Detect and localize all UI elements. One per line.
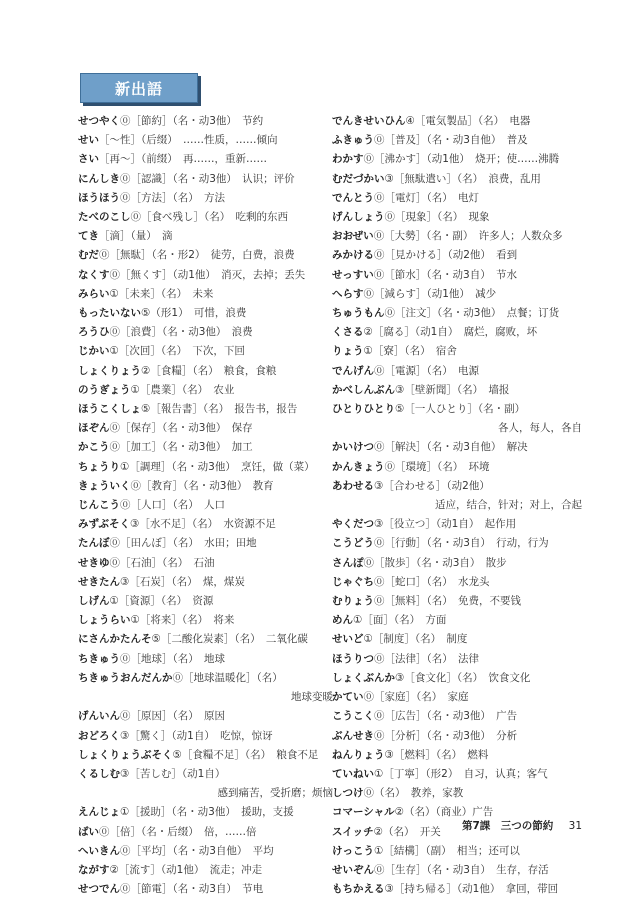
vocab-entry [332,573,582,592]
vocab-word: でんきせいひん [332,115,406,127]
vocab-word: コマーシャル [332,806,395,819]
vocab-entry [78,746,333,765]
vocab-entry [78,573,333,592]
vocab-detail: ⓪［普及］（名・动3自他） 普及 [374,134,528,147]
vocab-entry [78,842,333,861]
vocab-entry [332,285,582,304]
vocab-entry [78,189,333,208]
vocab-entry [78,669,333,688]
vocab-detail: ⓪［環境］（名） 环境 [384,460,490,473]
vocab-word: せつでん [78,883,120,896]
vocab-word: ひとりひとり [332,403,395,416]
vocab-detail: ⓪［現象］（名） 现象 [384,211,490,224]
vocab-entry [78,650,333,669]
vocab-detail: ⓪［地球温暖化］（名） [172,671,283,684]
vocab-word: けっこう [332,844,374,857]
vocab-entry [78,362,333,381]
vocab-entry [78,727,333,746]
vocab-detail: ［再～］（前缀） 再……，重新…… [99,153,267,166]
vocab-detail: ⓪［原因］（名） 原因 [120,710,225,723]
vocab-detail: ⓪［節水］（名・动3自） 节水 [373,268,517,281]
vocab-entry [332,400,582,419]
vocab-detail: ⓪（名） 教养，家教 [363,787,464,800]
vocab-detail: ⓪［法律］（名） 法律 [374,652,479,665]
vocab-entry [78,304,333,323]
vocab-detail: ②［腐る］（动1自） 腐烂，腐败，坏 [363,326,538,339]
vocab-column-right [332,112,582,899]
vocab-word: ほうこくしょ [78,403,141,416]
vocab-entry [332,630,582,649]
vocab-entry [332,650,582,669]
vocab-detail: ⓪［行動］（名・动3自） 行动，行为 [374,537,549,550]
vocab-entry [78,688,333,707]
vocab-word: しょくりょう [78,364,141,377]
vocab-word: むりょう [332,595,374,608]
vocab-entry [332,669,582,688]
vocab-detail: ⓪［人口］（名） 人口 [120,499,225,512]
vocab-word: さい [78,153,99,166]
vocab-word: こうどう [332,537,374,550]
vocab-word: ちゅうもん [332,307,385,320]
vocab-entry [332,246,582,265]
vocab-detail: ①［次回］（名） 下次，下回 [109,345,245,358]
vocab-entry [332,112,582,131]
vocab-word: おどろく [78,729,120,742]
vocab-detail: ⓪［沸かす］（动1他） 烧开；使……沸腾 [363,153,560,166]
vocab-entry [78,554,333,573]
vocab-entry [332,227,582,246]
vocab-detail: ⓪［電源］（名） 电源 [374,364,479,377]
vocab-entry [332,208,582,227]
vocab-entry [78,784,333,803]
vocab-entry [78,765,333,784]
section-title: 新出語 [114,79,163,98]
vocab-detail: ③［苦しむ］（动1自） [120,767,226,780]
vocab-word: しょうらい [78,614,131,627]
vocab-word: ろうひ [78,326,110,339]
vocab-word: めん [332,614,353,627]
vocab-word: げんいん [78,710,120,723]
vocab-entry [78,861,333,880]
vocab-detail: ［～性］（后缀） ……性质，……倾向 [99,134,278,147]
vocab-word: ながす [78,863,110,876]
vocab-detail: ①［将来］（名） 将来 [130,614,235,627]
vocab-detail: ⓪［蛇口］（名） 水龙头 [374,575,490,588]
vocab-detail: ③［石炭］（名） 煤，煤炭 [120,575,245,588]
vocab-entry [332,381,582,400]
vocab-word: みずぶそく [78,518,130,531]
vocab-column-left [78,112,333,899]
vocab-word: にんしき [78,172,120,185]
vocab-detail: ⓪［電灯］（名） 电灯 [374,191,479,204]
vocab-word: やくだつ [332,518,374,531]
vocab-detail: ⑤［一人ひとり］（名・副） [395,403,526,416]
vocab-entry [78,630,333,649]
vocab-word: むだ [78,249,99,262]
vocab-detail: ⓪［無くす］（动1他） 消灭，去掉；丢失 [109,268,306,281]
vocab-detail: ③［水不足］（名） 水资源不足 [129,518,276,531]
vocab-detail: ⓪［散歩］（名・动3自） 散步 [363,556,507,569]
vocab-entry [78,880,333,899]
vocab-detail: ⓪［節電］（名・动3自） 节电 [120,883,264,896]
page-number: 31 [568,820,583,832]
vocab-detail: ⓪［減らす］（动1他） 减少 [363,287,497,300]
vocab-detail: ⓪［教育］（名・动3他） 教育 [130,479,274,492]
vocab-entry [332,131,582,150]
vocab-entry [332,727,582,746]
vocab-detail: ②（名） 开关 [373,825,441,838]
vocab-detail: ⑤［報告書］（名） 报告书，报告 [141,403,298,416]
vocab-detail: ⓪［生存］（名・动3自） 生存，存活 [374,863,549,876]
vocab-word: かいけつ [332,441,374,454]
vocab-word: さんぽ [332,556,364,569]
vocab-entry [332,362,582,381]
vocab-entry [78,592,333,611]
vocab-detail: ①［援助］（名・动3他） 援助，支援 [120,806,294,819]
vocab-entry [78,227,333,246]
vocab-entry [332,611,582,630]
vocab-detail: ①［制度］（名） 制度 [363,633,468,646]
vocab-entry [332,438,582,457]
vocab-word: てき [78,230,99,243]
vocab-word: へらす [332,287,364,300]
vocab-entry [78,803,333,822]
vocab-word: もったいない [78,307,141,320]
vocab-entry [78,419,333,438]
vocab-word: ほぞん [78,422,110,435]
vocab-entry [332,880,582,899]
vocab-word: かこう [78,441,110,454]
vocab-word: せっすい [332,268,374,281]
vocab-word: にさんかたんそ [78,633,152,646]
vocab-word: かべしんぶん [332,383,395,396]
vocab-word: ほうりつ [332,652,374,665]
vocab-entry [78,266,333,285]
vocab-entry [332,266,582,285]
vocab-detail: ②［食糧］（名） 粮食，食粮 [141,364,277,377]
vocab-word: みかける [332,249,374,262]
vocab-entry [78,534,333,553]
vocab-entry [332,323,582,342]
vocab-detail: ①［面］（名） 方面 [353,614,447,627]
vocab-word: わかす [332,153,364,166]
vocab-word: ねんりょう [332,748,385,761]
vocab-entry [78,438,333,457]
vocab-word: くるしむ [78,767,120,780]
vocab-detail: ⓪［認識］（名・动3他） 认识；评价 [120,172,295,185]
vocab-detail: ①［結構］（副） 相当；还可以 [374,844,520,857]
vocab-detail: 地球变暖 [291,691,333,704]
vocab-detail: ⑤［二酸化炭素］（名） 二氧化碳 [151,633,308,646]
vocab-detail: ⓪［注文］（名・动3他） 点餐；订货 [384,307,560,320]
vocab-word: しょくぶんか [332,671,395,684]
vocab-entry [78,477,333,496]
vocab-entry [332,746,582,765]
vocab-detail: ①［寮］（名） 宿舍 [363,345,457,358]
vocab-entry [332,342,582,361]
vocab-entry [332,592,582,611]
vocab-word: しつけ [332,787,364,800]
vocab-detail: ⓪［広告］（名・动3他） 广告 [374,710,518,723]
vocab-word: せきたん [78,575,120,588]
vocab-detail: 适应，结合，针对；对上，合起 [435,499,582,512]
vocab-detail: ［滴］（量） 滴 [99,230,173,243]
vocab-detail: ①［調理］（名・动3他） 烹饪，做（菜） [120,460,315,473]
vocab-detail: ③［持ち帰る］（动1他） 拿回，带回 [384,883,559,896]
vocab-entry [78,323,333,342]
vocab-entry [332,842,582,861]
vocab-entry [332,496,582,515]
vocab-word: たべのこし [78,211,131,224]
vocab-detail: ⓪［方法］（名） 方法 [120,191,225,204]
vocab-detail: ⑤［食糧不足］（名） 粮食不足 [172,748,319,761]
vocab-detail: ⓪［節約］（名・动3他） 节约 [120,115,264,127]
vocab-word: せい [78,134,99,147]
vocab-entry [78,285,333,304]
vocab-detail: ⓪［無駄］（名・形2） 徒劳，白费，浪费 [99,249,295,262]
vocab-detail: ⓪［平均］（名・动3自他） 平均 [120,844,274,857]
vocab-detail: ④［電気製品］（名） 电器 [405,115,531,127]
vocab-detail: ⓪［無料］（名） 免费，不要钱 [374,595,521,608]
vocab-entry [332,419,582,438]
vocab-word: ふきゅう [332,134,374,147]
vocab-word: たんぼ [78,537,110,550]
vocab-entry [332,688,582,707]
vocab-word: ばい [78,825,99,838]
vocab-detail: ③［驚く］（动1自） 吃惊，惊讶 [120,729,273,742]
vocab-detail: ⓪［見かける］（动2他） 看到 [374,249,518,262]
vocab-word: のうぎょう [78,383,131,396]
vocab-word: じかい [78,345,110,358]
vocab-detail: ①［農業］（名） 农业 [130,383,235,396]
vocab-entry [332,458,582,477]
vocab-detail: 感到痛苦，受折磨；烦恼 [217,787,333,800]
vocab-entry [78,342,333,361]
vocab-detail: ②［流す］（动1他） 流走；冲走 [109,863,263,876]
vocab-word: へいきん [78,844,120,857]
vocab-entry [78,823,333,842]
vocab-word: せいぞん [332,863,374,876]
vocab-entry [332,150,582,169]
vocab-entry [78,458,333,477]
vocab-word: ほうほう [78,191,120,204]
vocab-entry [332,515,582,534]
vocab-entry [78,150,333,169]
vocab-word: しげん [78,595,110,608]
vocab-detail: ⓪［解決］（名・动3自他） 解决 [374,441,528,454]
vocab-detail: ③［役立つ］（动1自） 起作用 [374,518,517,531]
vocab-detail: ⓪［地球］（名） 地球 [120,652,225,665]
vocab-entry [332,304,582,323]
vocab-detail: ⑤（形1） 可惜，浪费 [141,307,247,320]
vocab-detail: ①［丁寧］（形2） 自习，认真；客气 [374,767,548,780]
vocab-entry [78,246,333,265]
vocab-detail: ⓪［石油］（名） 石油 [109,556,215,569]
vocab-entry [332,784,582,803]
vocab-entry [78,381,333,400]
vocab-entry [78,611,333,630]
vocab-detail: 各人，每人，各自 [498,422,582,435]
vocab-word: えんじょ [78,806,120,819]
vocab-word: げんしょう [332,211,385,224]
vocab-word: せきゆ [78,556,110,569]
vocab-word: もちかえる [332,883,385,896]
vocab-entry [78,170,333,189]
vocab-detail: ③［無駄遣い］（名） 浪费，乱用 [384,172,541,185]
vocab-word: ぶんせき [332,729,374,742]
vocab-entry [332,554,582,573]
vocab-entry [332,765,582,784]
lesson-title: 第7課 三つの節約 [462,820,554,832]
vocab-entry [332,477,582,496]
vocab-word: おおぜい [332,230,374,243]
vocab-entry [332,707,582,726]
vocab-entry [78,131,333,150]
vocab-word: じんこう [78,499,120,512]
vocab-entry [332,170,582,189]
vocab-detail: ⓪［食べ残し］（名） 吃剩的东西 [130,211,288,224]
vocab-detail: ③［食文化］（名） 饮食文化 [395,671,531,684]
vocab-word: でんげん [332,364,374,377]
vocab-detail: ⓪［加工］（名・动3他） 加工 [109,441,253,454]
vocab-detail: ⓪［浪費］（名・动3他） 浪费 [109,326,253,339]
vocab-detail: ⓪［分析］（名・动3他） 分析 [374,729,518,742]
vocab-word: しょくりょうぶそく [78,748,173,761]
vocab-word: ていねい [332,767,374,780]
vocab-detail: ⓪［大勢］（名・副） 许多人；人数众多 [373,230,563,243]
vocab-detail: ⓪［田んぼ］（名） 水田；田地 [109,537,257,550]
vocab-word: でんとう [332,191,374,204]
section-title-box [80,73,198,103]
vocab-word: むだづかい [332,172,385,185]
vocab-word: せつやく [78,115,120,127]
vocab-word: こうこく [332,710,374,723]
vocab-detail: ①［未来］（名） 未来 [109,287,214,300]
page-footer [462,818,582,833]
vocab-entry [78,496,333,515]
vocab-word: きょういく [78,479,131,492]
vocab-word: じゃぐち [332,575,374,588]
vocab-word: くさる [332,326,364,339]
vocab-word: かてい [332,691,364,704]
vocab-word: みらい [78,287,110,300]
vocab-entry [332,861,582,880]
vocab-entry [78,515,333,534]
vocab-word: せいど [332,633,364,646]
vocab-word: かんきょう [332,460,385,473]
vocab-word: りょう [332,345,364,358]
vocab-word: ちきゅうおんだんか [78,671,173,684]
vocab-detail: ⓪［倍］（名・后缀） 倍，……倍 [99,825,257,838]
vocab-entry [332,534,582,553]
vocab-detail: ②（名）（商业）广告 [394,806,494,819]
vocab-detail: ③［燃料］（名） 燃料 [384,748,489,761]
vocab-word: ちょうり [78,460,120,473]
vocab-detail: ⓪［保存］（名・动3他） 保存 [109,422,253,435]
vocab-word: なくす [78,268,110,281]
vocab-entry [78,112,333,131]
vocab-entry [332,189,582,208]
vocab-entry [78,707,333,726]
vocab-word: ちきゅう [78,652,120,665]
vocab-detail: ①［資源］（名） 资源 [109,595,214,608]
vocab-entry [78,400,333,419]
vocab-detail: ⓪［家庭］（名） 家庭 [363,691,469,704]
vocab-word: スイッチ [332,825,374,838]
vocab-detail: ③［壁新聞］（名） 墙报 [395,383,510,396]
vocab-entry [78,208,333,227]
vocab-detail: ③［合わせる］（动2他） [374,479,490,492]
vocab-word: あわせる [332,479,374,492]
